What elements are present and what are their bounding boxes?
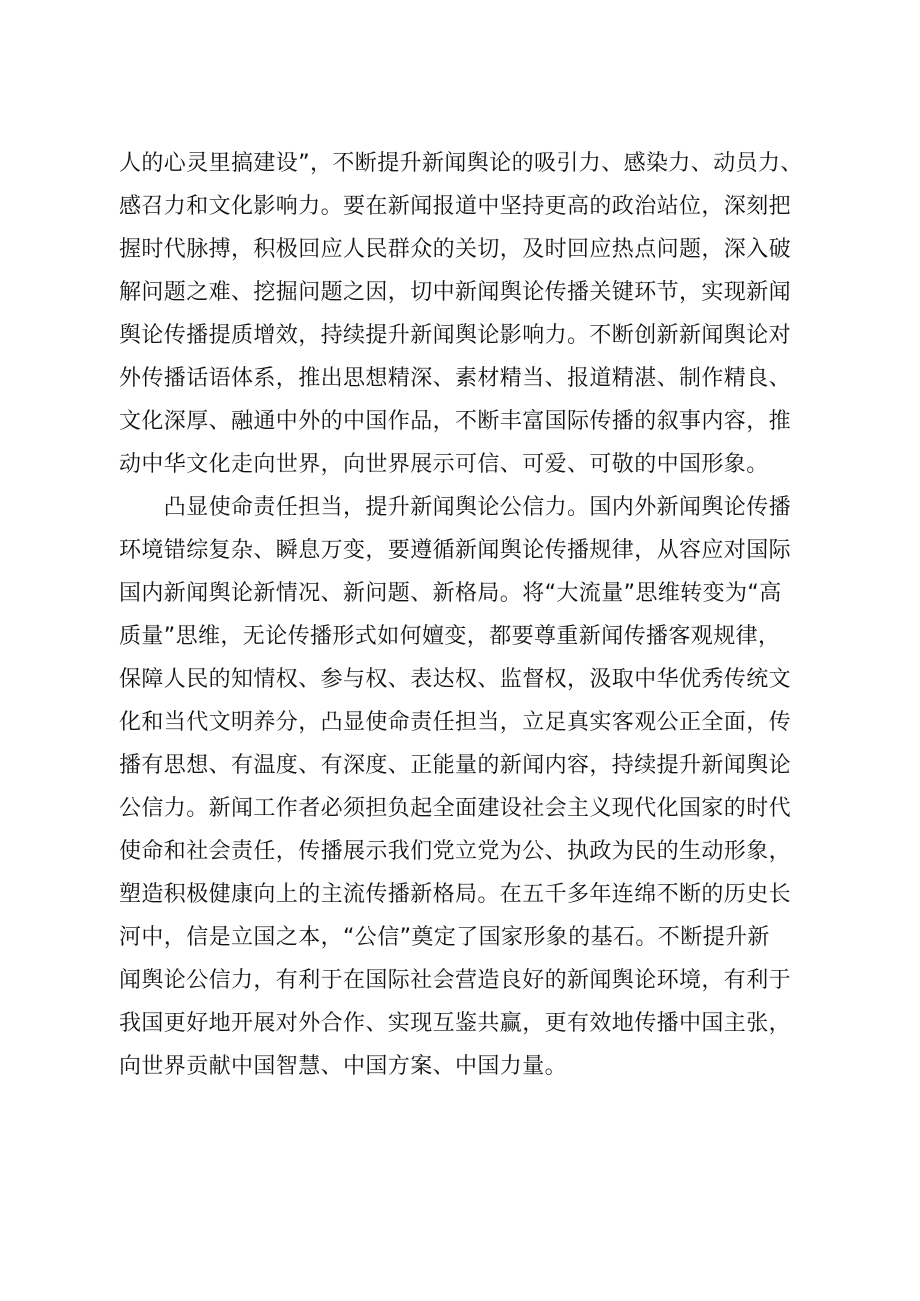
text-line: 舆论传播提质增效，持续提升新闻舆论影响力。不断创新新闻舆论对	[119, 323, 792, 348]
text-line: 公信力。新闻工作者必须担负起全面建设社会主义现代化国家的时代	[119, 796, 792, 821]
text-line: 解问题之难、挖掘问题之因，切中新闻舆论传播关键环节，实现新闻	[119, 280, 792, 305]
text-line: 河中，信是立国之本，“公信”奠定了国家形象的基石。不断提升新	[119, 925, 770, 950]
text-line: 塑造积极健康向上的主流传播新格局。在五千多年连绵不断的历史长	[119, 882, 792, 907]
document-body	[119, 142, 819, 1088]
paragraph-2	[119, 486, 819, 1088]
text-line: 动中华文化走向世界，向世界展示可信、可爱、可敬的中国形象。	[119, 452, 769, 477]
text-line: 握时代脉搏，积极回应人民群众的关切，及时回应热点问题，深入破	[119, 237, 792, 262]
text-line: 我国更好地开展对外合作、实现互鉴共赢，更有效地传播中国主张，	[119, 1011, 792, 1036]
paragraph-1	[119, 142, 819, 486]
text-line: 保障人民的知情权、参与权、表达权、监督权，汲取中华优秀传统文	[119, 667, 792, 692]
text-line: 环境错综复杂、瞬息万变，要遵循新闻舆论传播规律，从容应对国际	[119, 538, 792, 563]
text-line: 凸显使命责任担当，提升新闻舆论公信力。国内外新闻舆论传播	[119, 495, 792, 520]
text-line: 播有思想、有温度、有深度、正能量的新闻内容，持续提升新闻舆论	[119, 753, 792, 778]
text-line: 化和当代文明养分，凸显使命责任担当，立足真实客观公正全面，传	[119, 710, 792, 735]
text-line: 质量”思维，无论传播形式如何嬗变，都要尊重新闻传播客观规律，	[119, 624, 781, 649]
text-line: 使命和社会责任，传播展示我们党立党为公、执政为民的生动形象，	[119, 839, 792, 864]
text-line: 闻舆论公信力，有利于在国际社会营造良好的新闻舆论环境，有利于	[119, 968, 792, 993]
text-line: 国内新闻舆论新情况、新问题、新格局。将“大流量”思维转变为“高	[119, 581, 782, 606]
text-line: 外传播话语体系，推出思想精深、素材精当、报道精湛、制作精良、	[119, 366, 792, 391]
text-line: 人的心灵里搞建设”，不断提升新闻舆论的吸引力、感染力、动员力、	[119, 151, 803, 176]
text-line: 文化深厚、融通中外的中国作品，不断丰富国际传播的叙事内容，推	[119, 409, 792, 434]
text-line: 向世界贡献中国智慧、中国方案、中国力量。	[119, 1054, 568, 1079]
text-line: 感召力和文化影响力。要在新闻报道中坚持更高的政治站位，深刻把	[119, 194, 792, 219]
